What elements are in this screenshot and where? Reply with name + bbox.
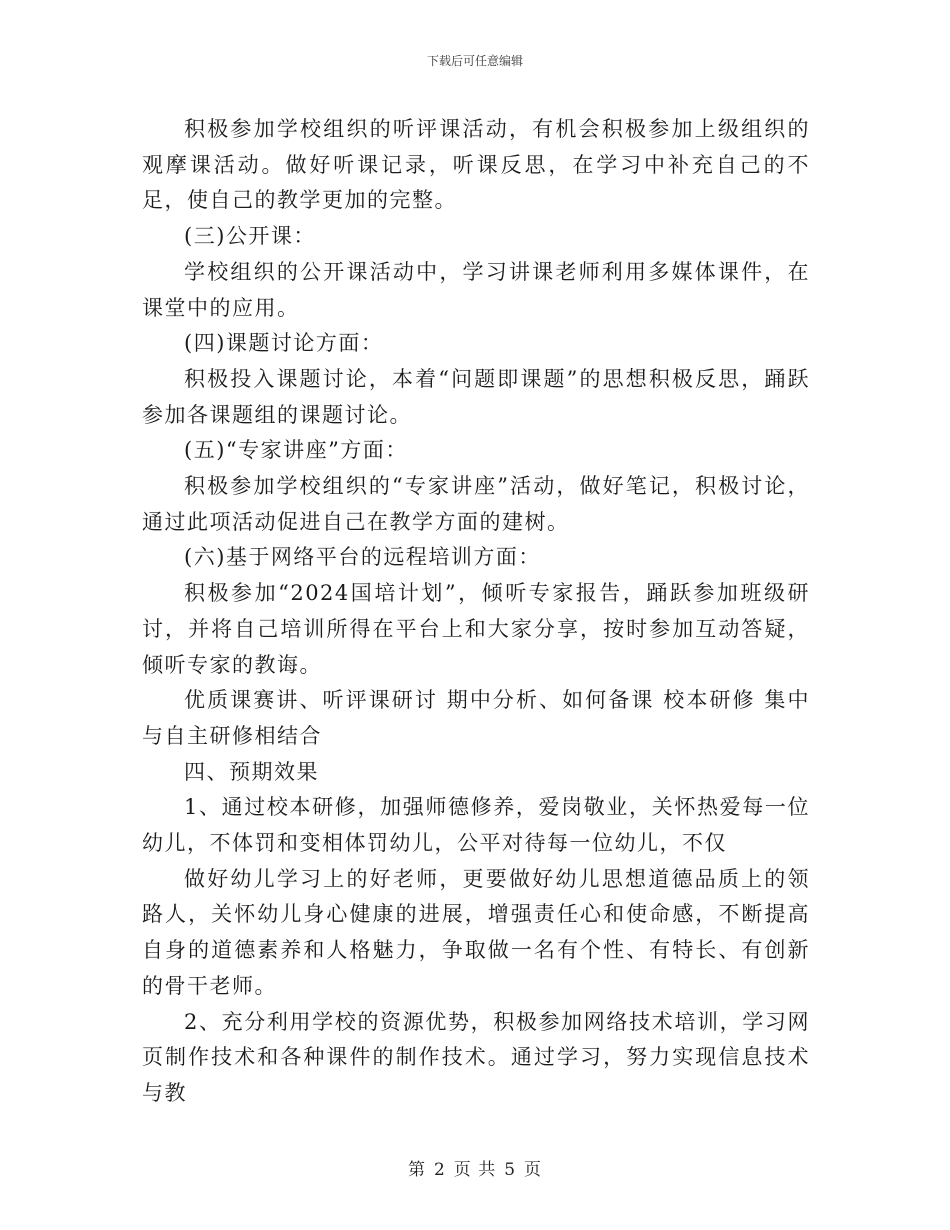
- section-heading: (五)“专家讲座”方面：: [184, 438, 408, 463]
- paragraph: 积极参加学校组织的“专家讲座”活动，做好笔记，积极讨论，通过此项活动促进自己在教学方面的建树。: [142, 474, 810, 534]
- paragraph: 积极投入课题讨论，本着“问题即课题”的思想积极反思，踊跃参加各课题组的课题讨论。: [142, 366, 810, 427]
- paragraph: 积极参加学校组织的听评课活动，有机会积极参加上级组织的观摩课活动。做好听课记录，听课反思，在学习中补充自己的不足，使自己的教学更加的完整。: [142, 117, 810, 213]
- paragraph: 做好幼儿学习上的好老师，更要做好幼儿思想道德品质上的领路人，关怀幼儿身心健康的进展，增强责任心和使命感，不断提高自身的道德素养和人格魅力，争取做一名有个性、有特长、有创新的骨干老师。: [142, 866, 810, 998]
- page-header: 下载后可任意编辑: [426, 54, 523, 68]
- section-heading: (六)基于网络平台的远程培训方面：: [184, 545, 541, 570]
- footer-page-number: 2: [433, 1160, 446, 1180]
- paragraph: 优质课赛讲、听评课研讨 期中分析、如何备课 校本研修 集中与自主研修相结合: [142, 688, 810, 748]
- paragraph: 积极参加“2024国培计划”，倾听专家报告，踊跃参加班级研讨，并将自己培训所得在平台上和大家分享，按时参加互动答疑，倾听专家的教诲。: [142, 581, 810, 677]
- footer-total-pages: 5: [504, 1160, 517, 1180]
- footer-prefix: 第: [407, 1160, 426, 1180]
- page-footer: [0, 1155, 950, 1180]
- section-heading: (三)公开课：: [184, 224, 316, 249]
- paragraph: 1、通过校本研修，加强师德修养，爱岗敬业，关怀热爱每一位幼儿，不体罚和变相体罚幼儿，公平对待每一位幼儿，不仅: [142, 795, 810, 856]
- section-heading: 四、预期效果: [184, 759, 319, 784]
- document-body: [142, 112, 810, 1112]
- paragraph: 学校组织的公开课活动中，学习讲课老师利用多媒体课件，在课堂中的应用。: [142, 259, 810, 320]
- footer-middle: 页 共: [453, 1160, 497, 1180]
- paragraph: 2、充分利用学校的资源优势，积极参加网络技术培训，学习网页制作技术和各种课件的制作技术。通过学习，努力实现信息技术与教: [142, 1009, 810, 1105]
- section-heading: (四)课题讨论方面：: [184, 331, 384, 356]
- footer-suffix: 页: [524, 1160, 543, 1180]
